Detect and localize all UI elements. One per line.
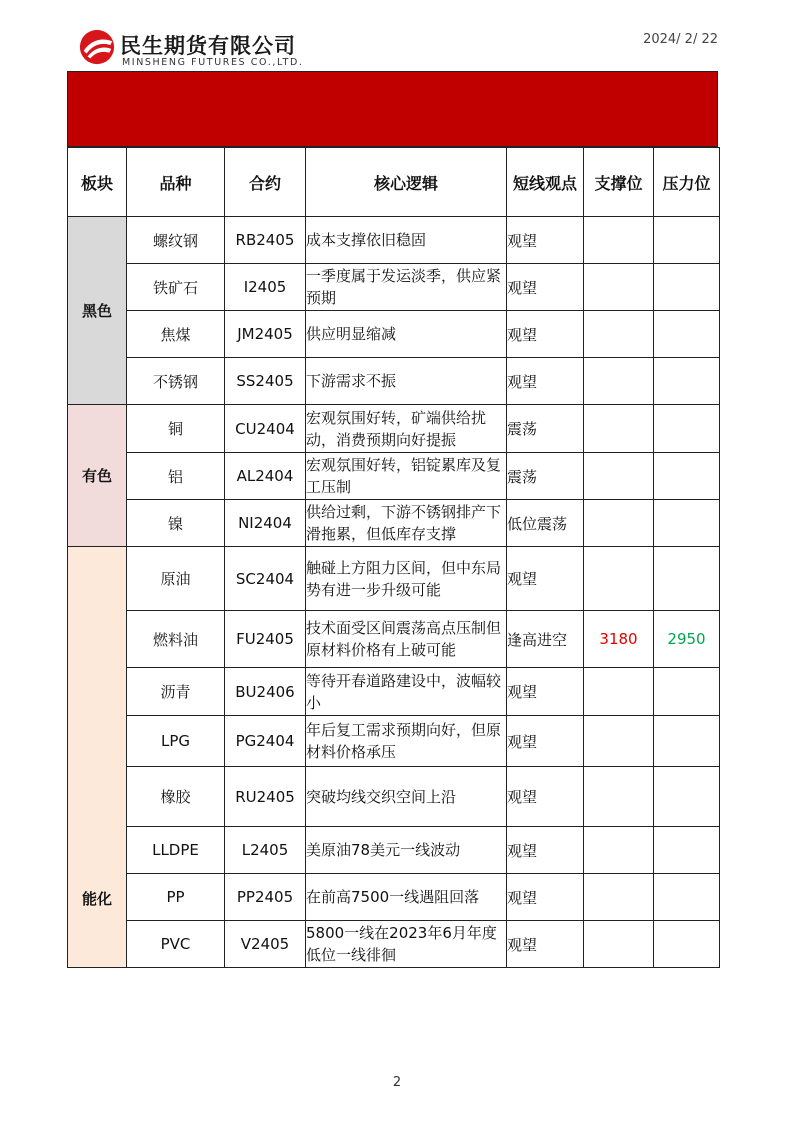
- support-cell: 3180: [584, 611, 654, 668]
- support-cell: [584, 264, 654, 311]
- table-row: [68, 547, 720, 611]
- logic-cell: 供给过剩，下游不锈钢排产下滑拖累，但低库存支撑: [306, 500, 507, 547]
- logic-cell: 年后复工需求预期向好，但原材料价格承压: [306, 716, 507, 767]
- resistance-cell: [654, 405, 720, 453]
- contract-cell: SS2405: [225, 358, 306, 405]
- view-cell: 震荡: [507, 405, 584, 453]
- minsheng-logo-icon: [78, 28, 116, 66]
- resistance-cell: [654, 217, 720, 264]
- resistance-cell: [654, 311, 720, 358]
- contract-cell: V2405: [225, 921, 306, 968]
- logic-cell: 技术面受区间震荡高点压制但原材料价格有上破可能: [306, 611, 507, 668]
- strategy-table: [67, 147, 720, 968]
- resistance-cell: [654, 827, 720, 874]
- table-row: [68, 264, 720, 311]
- logic-cell: 下游需求不振: [306, 358, 507, 405]
- contract-cell: PP2405: [225, 874, 306, 921]
- header-core-logic: 核心逻辑: [306, 148, 507, 217]
- company-name-en: MINSHENG FUTURES CO.,LTD.: [122, 57, 304, 68]
- variety-cell: 燃料油: [127, 611, 225, 668]
- contract-cell: NI2404: [225, 500, 306, 547]
- resistance-cell: [654, 921, 720, 968]
- view-cell: 观望: [507, 264, 584, 311]
- contract-cell: JM2405: [225, 311, 306, 358]
- variety-cell: 螺纹钢: [127, 217, 225, 264]
- contract-cell: I2405: [225, 264, 306, 311]
- support-cell: [584, 500, 654, 547]
- view-cell: 观望: [507, 358, 584, 405]
- sector-energy: 能化: [68, 547, 127, 968]
- resistance-cell: [654, 668, 720, 716]
- contract-cell: L2405: [225, 827, 306, 874]
- contract-cell: RB2405: [225, 217, 306, 264]
- view-cell: 震荡: [507, 453, 584, 500]
- support-cell: [584, 716, 654, 767]
- table-row: [68, 874, 720, 921]
- variety-cell: 不锈钢: [127, 358, 225, 405]
- view-cell: 逢高进空: [507, 611, 584, 668]
- support-cell: [584, 921, 654, 968]
- table-header-row: [68, 148, 720, 217]
- support-cell: [584, 874, 654, 921]
- view-cell: 观望: [507, 311, 584, 358]
- support-cell: [584, 405, 654, 453]
- title-banner: [67, 71, 718, 147]
- variety-cell: PP: [127, 874, 225, 921]
- logic-cell: 触碰上方阻力区间，但中东局势有进一步升级可能: [306, 547, 507, 611]
- company-name-cn: 民生期货有限公司: [120, 34, 296, 58]
- header-sector: 板块: [68, 148, 127, 217]
- table-row: [68, 716, 720, 767]
- variety-cell: 铜: [127, 405, 225, 453]
- page-number: 2: [392, 1075, 402, 1090]
- variety-cell: LLDPE: [127, 827, 225, 874]
- variety-cell: 铁矿石: [127, 264, 225, 311]
- support-cell: [584, 547, 654, 611]
- support-cell: [584, 453, 654, 500]
- variety-cell: 镍: [127, 500, 225, 547]
- resistance-cell: [654, 453, 720, 500]
- table-row: [68, 358, 720, 405]
- view-cell: 观望: [507, 217, 584, 264]
- logic-cell: 突破均线交织空间上沿: [306, 767, 507, 827]
- resistance-cell: [654, 547, 720, 611]
- table-row: [68, 311, 720, 358]
- view-cell: 低位震荡: [507, 500, 584, 547]
- view-cell: 观望: [507, 874, 584, 921]
- support-cell: [584, 767, 654, 827]
- logic-cell: 美原油78美元一线波动: [306, 827, 507, 874]
- variety-cell: 橡胶: [127, 767, 225, 827]
- variety-cell: PVC: [127, 921, 225, 968]
- view-cell: 观望: [507, 668, 584, 716]
- resistance-cell: [654, 874, 720, 921]
- header-support: 支撑位: [584, 148, 654, 217]
- page-header: [78, 28, 718, 72]
- resistance-cell: 2950: [654, 611, 720, 668]
- contract-cell: SC2404: [225, 547, 306, 611]
- table-row: [68, 921, 720, 968]
- table-row: [68, 827, 720, 874]
- variety-cell: 原油: [127, 547, 225, 611]
- view-cell: 观望: [507, 921, 584, 968]
- header-contract: 合约: [225, 148, 306, 217]
- logic-cell: 成本支撑依旧稳固: [306, 217, 507, 264]
- resistance-cell: [654, 716, 720, 767]
- table-row: [68, 217, 720, 264]
- logic-cell: 宏观氛围好转，矿端供给扰动，消费预期向好提振: [306, 405, 507, 453]
- contract-cell: BU2406: [225, 668, 306, 716]
- logic-cell: 5800一线在2023年6月年度低位一线徘徊: [306, 921, 507, 968]
- support-cell: [584, 668, 654, 716]
- resistance-cell: [654, 767, 720, 827]
- view-cell: 观望: [507, 767, 584, 827]
- table-row: [68, 500, 720, 547]
- header-variety: 品种: [127, 148, 225, 217]
- header-short-term-view: 短线观点: [507, 148, 584, 217]
- table-row: [68, 453, 720, 500]
- variety-cell: 铝: [127, 453, 225, 500]
- view-cell: 观望: [507, 547, 584, 611]
- resistance-cell: [654, 264, 720, 311]
- table-row: [68, 767, 720, 827]
- resistance-cell: [654, 358, 720, 405]
- contract-cell: AL2404: [225, 453, 306, 500]
- variety-cell: 焦煤: [127, 311, 225, 358]
- contract-cell: RU2405: [225, 767, 306, 827]
- sector-nonferrous: 有色: [68, 405, 127, 547]
- logic-cell: 在前高7500一线遇阻回落: [306, 874, 507, 921]
- report-date: 2024/ 2/ 22: [643, 32, 718, 47]
- resistance-cell: [654, 500, 720, 547]
- sector-black: 黑色: [68, 217, 127, 405]
- support-cell: [584, 311, 654, 358]
- view-cell: 观望: [507, 716, 584, 767]
- contract-cell: FU2405: [225, 611, 306, 668]
- header-resistance: 压力位: [654, 148, 720, 217]
- support-cell: [584, 358, 654, 405]
- variety-cell: LPG: [127, 716, 225, 767]
- contract-cell: CU2404: [225, 405, 306, 453]
- table-row: [68, 668, 720, 716]
- support-cell: [584, 217, 654, 264]
- logic-cell: 等待开春道路建设中，波幅较小: [306, 668, 507, 716]
- logic-cell: 一季度属于发运淡季，供应紧预期: [306, 264, 507, 311]
- view-cell: 观望: [507, 827, 584, 874]
- contract-cell: PG2404: [225, 716, 306, 767]
- logic-cell: 宏观氛围好转，铝锭累库及复工压制: [306, 453, 507, 500]
- table-row: [68, 611, 720, 668]
- logic-cell: 供应明显缩减: [306, 311, 507, 358]
- table-row: [68, 405, 720, 453]
- variety-cell: 沥青: [127, 668, 225, 716]
- support-cell: [584, 827, 654, 874]
